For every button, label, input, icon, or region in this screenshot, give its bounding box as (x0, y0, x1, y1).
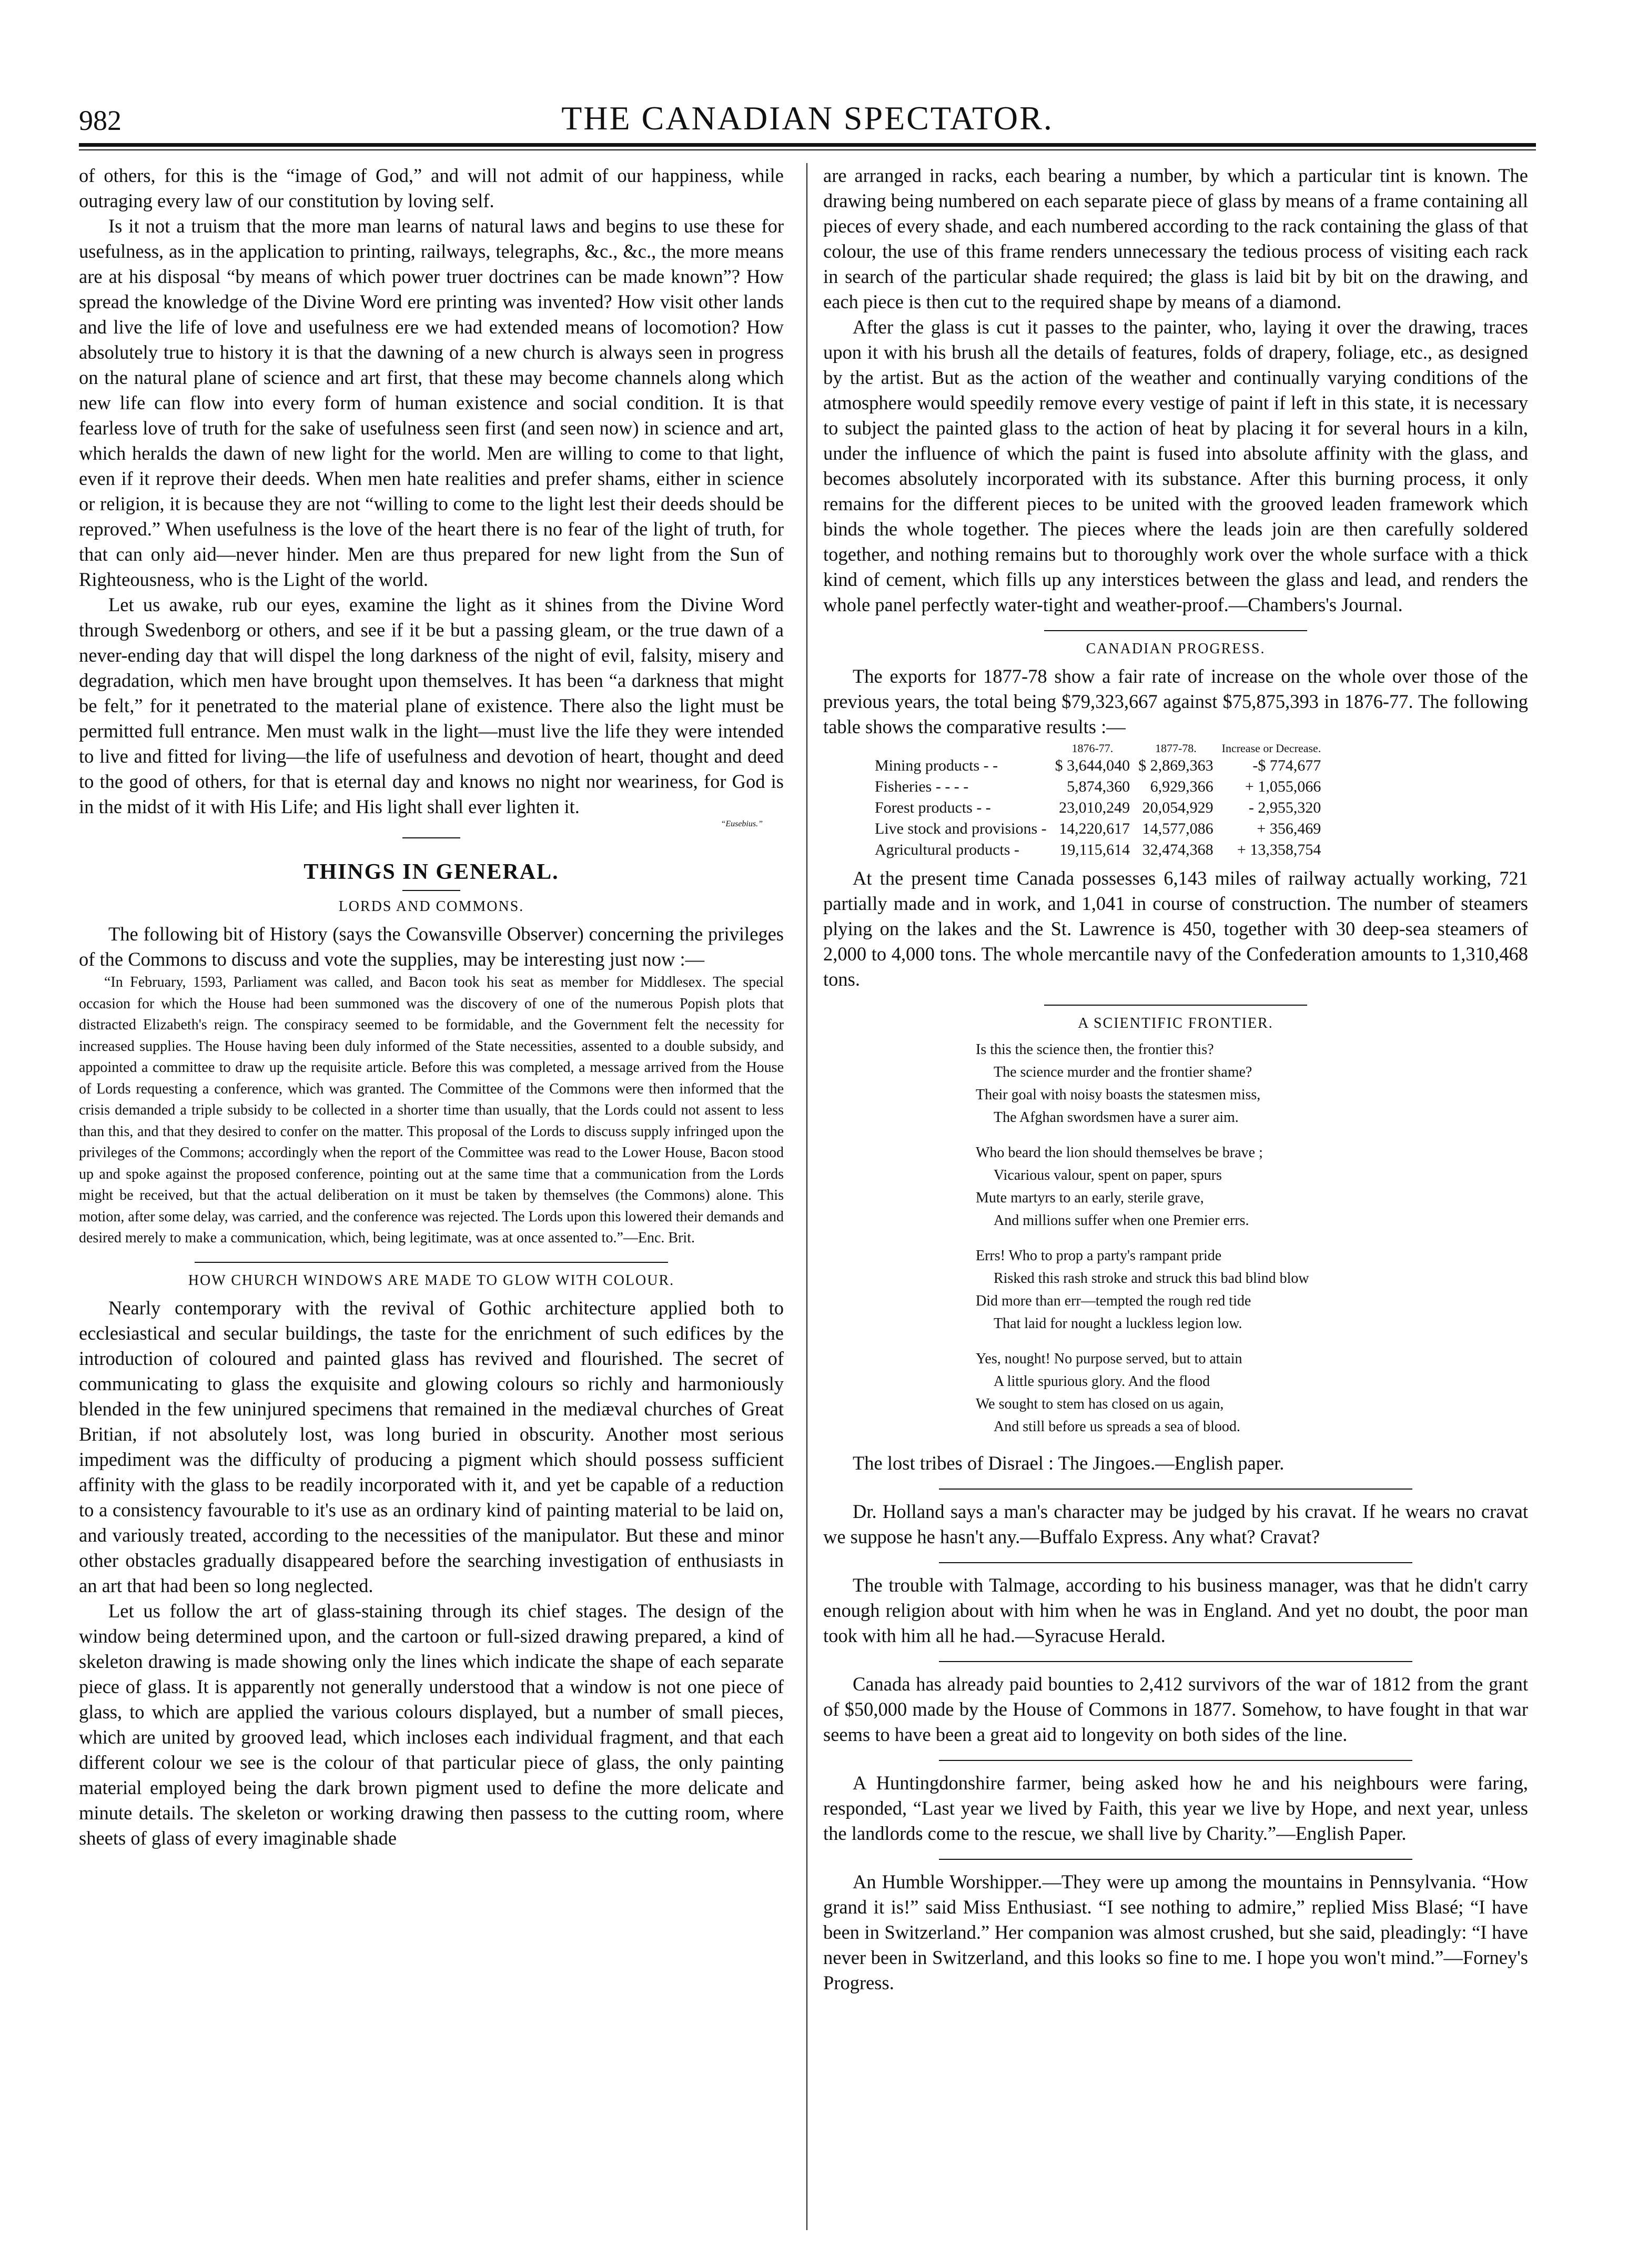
table-cell: Live stock and provisions - (875, 820, 1047, 837)
table-header-cell: Increase or Decrease. (1221, 742, 1321, 755)
news-item: Canada has already paid bounties to 2,412 survivors of the war of 1812 from the grant of $50,000 made by the House of Commons in 1877. Somehow, to have fought in that war seems to have been a great aid to longevity on both sides of the line. (823, 1673, 1528, 1745)
table-cell: $ 2,869,363 (1138, 757, 1214, 774)
table-cell: 20,054,929 (1142, 799, 1214, 816)
poem (976, 1038, 1528, 1438)
poem-line: Vicarious valour, spent on paper, spurs (994, 1167, 1222, 1183)
poem-title: A SCIENTIFIC FRONTIER. (1078, 1015, 1273, 1031)
table-cell: 32,474,368 (1142, 841, 1214, 858)
article-paragraph: At the present time Canada possesses 6,143 miles of railway actually working, 721 partially made and in work, and 1,041 in course of construction. The number of steamers plying on the lakes and the St. Lawrence is 450, together with 30 deep-sea steamers of 2,000 to 4,000 tons. The whole mercantile navy of the Confederation amounts to 1,310,468 tons. (823, 867, 1528, 990)
poem-line: Did more than err—tempted the rough red tide (976, 1293, 1251, 1309)
table-row (871, 776, 1325, 797)
table-cell: - 2,955,320 (1248, 799, 1321, 816)
table-cell: 19,115,614 (1059, 841, 1130, 858)
news-item: The lost tribes of Disrael : The Jingoes.—English paper. (853, 1452, 1285, 1474)
poem-line: And millions suffer when one Premier errs. (994, 1212, 1249, 1229)
table-cell: 5,874,360 (1067, 778, 1130, 795)
article-paragraph: The exports for 1877-78 show a fair rate of increase on the whole over those of the previous years, the total being $79,323,667 against $75,875,393 in 1876-77. The following table shows the comparative results :— (823, 665, 1528, 737)
article-paragraph: Let us follow the art of glass-staining through its chief stages. The design of the window being determined upon, and the cartoon or full-sized drawing prepared, a kind of skeleton drawing is made showing only the lines which indicate the shape of each separate piece of glass. It is apparently not generally understood that a window is not one piece of glass, to which are applied the various colours displayed, but a number of small pieces, which are united by grooved lead, which incloses each individual fragment, and that each different colour we see is the colour of that particular piece of glass, the only painting material employed being the dark brown pigment used to define the more delicate and minute details. The skeleton or working drawing then passess to the cutting room, where sheets of glass of every imaginable shade (79, 1599, 784, 1849)
table-cell: 23,010,249 (1059, 799, 1130, 816)
swedenborg-paragraph: of others, for this is the “image of God,” and will not admit of our happiness, while outraging every law of our constitution by loving self. (79, 165, 784, 211)
divider (1044, 1005, 1307, 1006)
news-item: The trouble with Talmage, according to his business manager, was that he didn't carry enough religion about with him when he was in England. And yet no doubt, the poor man took with him all he had.—Syracuse Herald. (823, 1574, 1528, 1646)
article-heading: CANADIAN PROGRESS. (1086, 641, 1266, 657)
poem-line: The science murder and the frontier shame? (994, 1064, 1252, 1080)
article-paragraph: The following bit of History (says the Cowansville Observer) concerning the privileges of the Commons to discuss and vote the supplies, may be interesting just now :— (79, 923, 784, 970)
divider (939, 1661, 1412, 1662)
table-cell: Forest products - - (875, 799, 991, 816)
divider (939, 1859, 1412, 1860)
article-heading: LORDS AND COMMONS. (338, 898, 524, 915)
divider (402, 837, 460, 838)
article-heading: HOW CHURCH WINDOWS ARE MADE TO GLOW WITH COLOUR. (188, 1272, 675, 1289)
article-signature: “Eusebius.” (721, 819, 763, 828)
right-column (823, 163, 1528, 2235)
swedenborg-paragraph: Let us awake, rub our eyes, examine the light as it shines from the Divine Word through Swedenborg or others, and see if it be but a passing gleam, or the true dawn of a never-ending day that will dispel the long darkness of the night of evil, falsity, misery and degradation, which men have brought upon themselves. It has been “a darkness that might be felt,” for it penetrated to the material plane of existence. There also the light must be permitted full entrance. Men must walk in the light—must live the life they were intended to live and fitted for living—the life of usefulness and devotion of heart, thought and deed to the good of others, for that is eternal day and knows no night nor weariness, for God is in the midst of it with His Life; and His light shall ever lighten it. (79, 594, 784, 817)
table-cell: Agricultural products - (875, 841, 1019, 858)
article-paragraph: After the glass is cut it passes to the painter, who, laying it over the drawing, traces upon it with his brush all the details of features, folds of drapery, foliage, etc., as designed by the artist. But as the action of the weather and continually varying conditions of the atmosphere would speedily remove every vestige of paint if left in this state, it is necessary to subject the painted glass to the action of heat by placing it for several hours in a kiln, under the influence of which the paint is fused into absolute affinity with the glass, and becomes absolutely incorporated with its substance. After this burning process, it only remains for the different pieces to be united with the grooved leaden framework which binds the whole together. The pieces where the leads join are then carefully soldered together, and nothing remains but to thoroughly work over the whole surface with a thick kind of cement, which fills up any interstices between the glass and lead, and renders the whole panel perfectly water-tight and weather-proof.—Chambers's Journal. (823, 316, 1528, 615)
divider (1044, 630, 1307, 631)
table-cell: Mining products - - (875, 757, 998, 774)
poem-line: Their goal with noisy boasts the statesmen miss, (976, 1087, 1261, 1103)
newspaper-title: THE CANADIAN SPECTATOR. (561, 99, 1054, 137)
news-item: A Huntingdonshire farmer, being asked how he and his neighbours were faring, responded, “Last year we lived by Faith, this year we live by Hope, and next year, unless the landlords come to the rescue, we shall live by Charity.”—English Paper. (823, 1772, 1528, 1844)
table-cell: + 13,358,754 (1237, 841, 1321, 858)
news-item: Dr. Holland says a man's character may be judged by his cravat. If he wears no cravat we suppose he hasn't any.—Buffalo Express. Any what? Cravat? (823, 1501, 1528, 1547)
table-row (871, 839, 1325, 860)
article-paragraph: are arranged in racks, each bearing a number, by which a particular tint is known. The drawing being numbered on each separate piece of glass by means of a frame containing all pieces of every shade, and each numbered according to the rack containing the glass of that colour, the use of this frame renders unnecessary the tedious process of visiting each rack in search of the particular shade required; the glass is laid bit by bit on the drawing, and each piece is then cut to the required shape by means of a diamond. (823, 165, 1528, 312)
poem-line: Errs! Who to prop a party's rampant pride (976, 1248, 1222, 1264)
section-heading: THINGS IN GENERAL. (304, 860, 559, 884)
poem-line: Risked this rash stroke and struck this bad blind blow (994, 1270, 1309, 1287)
table-header-cell: 1876-77. (1071, 742, 1114, 755)
poem-line: Who beard the lion should themselves be brave ; (976, 1145, 1263, 1161)
quoted-passage: “In February, 1593, Parliament was called, and Bacon took his seat as member for Middlesex. The special occasion for which the House had been summoned was the discovery of one of the numerous Popish plots that distracted Elizabeth's reign. The conspiracy seemed to be formidable, and the Government felt the necessity for increased supplies. The House having been duly informed of the State necessities, assented to a double subsidy, and appointed a committee to draw up the requisite article. Before this was completed, a message arrived from the House of Lords requesting a conference, which was granted. The Committee of the Commons were then informed that the crisis demanded a triple subsidy to be collected in a shorter time than usually, that the Lords could not assent to less than this, and that they desired to confer on the matter. This proposal of the Lords to discuss supply infringed upon the privileges of the Commons; accordingly when the report of the Committee was read to the Lower House, Bacon stood up and spoke against the proposed conference, pointing out at the same time that a communication from the Lords might be received, but that the actual deliberation on it must be taken by themselves (the Commons) alone. This motion, after some delay, was carried, and the conference was rejected. The Lords upon this lowered their demands and desired merely to make a communication, which, being legitimate, was at once assented to.”—Enc. Brit. (79, 974, 784, 1246)
news-item: An Humble Worshipper.—They were up among the mountains in Pennsylvania. “How grand it is!” said Miss Enthusiast. “I see nothing to admire,” replied Miss Blasé; “I have been in Switzerland.” Her companion was almost crushed, but she said, pleadingly: “I have never been in Switzerland, and this looks so fine to me. I hope you won't mind.”—Forney's Progress. (823, 1871, 1528, 1993)
page-header (79, 95, 1536, 158)
header-rule-thin (79, 149, 1536, 150)
table-cell: 14,577,086 (1142, 820, 1214, 837)
table-cell: 6,929,366 (1150, 778, 1214, 795)
poem-stanza (976, 1141, 1528, 1232)
swedenborg-paragraph: Is it not a truism that the more man learns of natural laws and begins to use these for usefulness, as in the application to printing, railways, telegraphs, &c., &c., the more means are at his disposal “by means of which power truer doctrines can be made known”? How spread the knowledge of the Divine Word ere printing was invented? How visit other lands and live the life of love and usefulness ere we had extended means of locomotion? How absolutely true to history it is that the dawning of a new church is always seen in progress on the natural plane of science and art first, that these may become channels along which new life can flow into every form of human existence and social condition. It is that fearless love of truth for the sake of usefulness seen first (and seen now) in science and art, which heralds the dawn of new light for the world. Men are willing to come to that light, even if it reprove their deeds. When men hate realities and prefer shams, either in science or religion, it is because they are not “willing to come to the light lest their deeds should be reproved.” When usefulness is the love of the heart there is no fear of the light of truth, for that can only aid—never hinder. Men are thus prepared for new light from the Sun of Righteousness, who is the Light of the world. (79, 215, 784, 590)
article-paragraph: Nearly contemporary with the revival of Gothic architecture applied both to ecclesiastical and secular buildings, the taste for the enrichment of such edifices by the introduction of coloured and painted glass has revived and flourished. The secret of communicating to glass the exquisite and glowing colours so richly and harmoniously blended in the few uninjured specimens that remained in the mediæval churches of Great Britian, if not absolutely lost, was long buried in obscurity. Another most serious impediment was the difficulty of producing a pigment which should possess sufficient affinity with the glass to be readily incorporated with it, and yet be capable of a reduction to a consistency favourable to it's use as an ordinary kind of painting material to be laid on, and variously treated, according to the necessities of the manipulator. But these and minor other obstacles gradually disappeared before the searching investigation of enthusiasts in an art that had been so long neglected. (79, 1297, 784, 1596)
table-cell: -$ 774,677 (1252, 757, 1321, 774)
table-header-cell (871, 742, 1051, 755)
poem-line: Is this the science then, the frontier this? (976, 1041, 1214, 1058)
poem-line: Mute martyrs to an early, sterile grave, (976, 1190, 1204, 1206)
divider (939, 1760, 1412, 1761)
table-cell: Fisheries - - - - (875, 778, 969, 795)
divider (195, 1262, 668, 1263)
poem-line: That laid for nought a luckless legion low. (994, 1315, 1242, 1332)
table-row (871, 818, 1325, 839)
poem-stanza (976, 1244, 1528, 1335)
table-header-cell: 1877-78. (1155, 742, 1197, 755)
table-cell: 14,220,617 (1059, 820, 1130, 837)
divider (402, 890, 460, 891)
exports-table (871, 742, 1325, 860)
page-number: 982 (79, 105, 122, 136)
poem-stanza (976, 1348, 1528, 1438)
poem-line: We sought to stem has closed on us again, (976, 1396, 1224, 1412)
poem-line: A little spurious glory. And the flood (994, 1373, 1210, 1390)
left-column (79, 163, 784, 2235)
table-row (871, 797, 1325, 818)
divider (939, 1562, 1412, 1563)
column-divider (806, 163, 807, 2230)
poem-line: And still before us spreads a sea of blood. (994, 1419, 1240, 1435)
table-row (871, 755, 1325, 776)
header-rule-thick (79, 143, 1536, 147)
table-header-row (871, 742, 1325, 755)
table-cell: + 356,469 (1257, 820, 1321, 837)
divider (939, 1489, 1412, 1490)
poem-line: Yes, nought! No purpose served, but to attain (976, 1351, 1242, 1367)
table-cell: + 1,055,066 (1245, 778, 1321, 795)
poem-line: The Afghan swordsmen have a surer aim. (994, 1109, 1239, 1126)
poem-stanza (976, 1038, 1528, 1129)
table-cell: $ 3,644,040 (1055, 757, 1130, 774)
newspaper-page (79, 95, 1536, 2241)
